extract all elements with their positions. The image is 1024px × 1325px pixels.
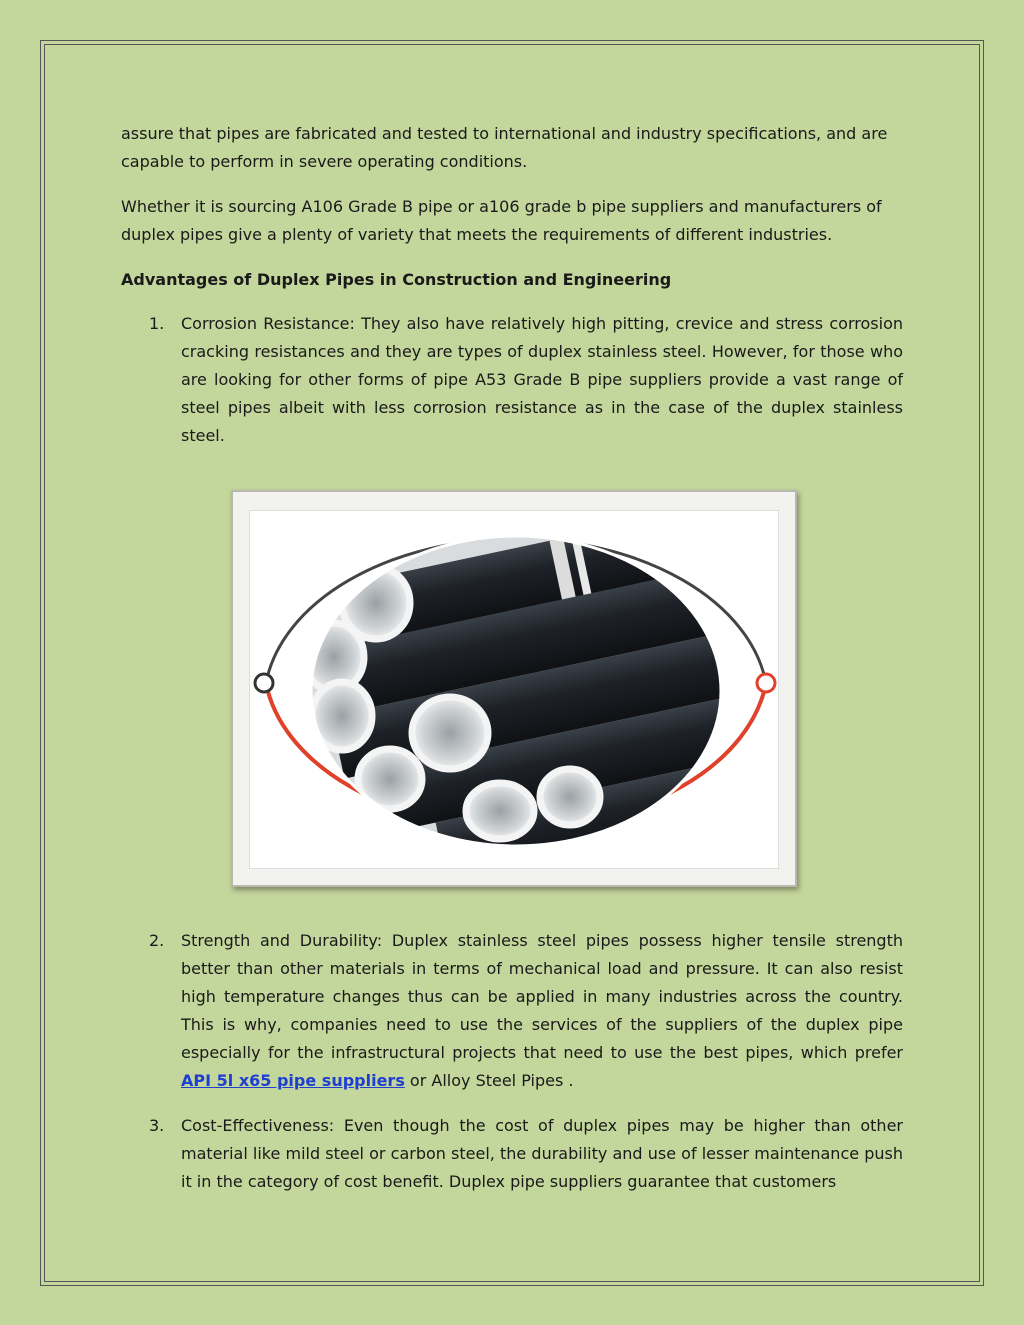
paragraph-2: Whether it is sourcing A106 Grade B pipe or a106 grade b pipe suppliers and manufacturers of duplex pipes give a plenty of variety that meets the requirements of different industries.	[121, 197, 882, 244]
list-item-text-after: or Alloy Steel Pipes .	[404, 1071, 574, 1090]
list-item-text: Cost-Effectiveness: Even though the cost of duplex pipes may be higher than other material like mild steel or carbon steel, the durability and use of lesser maintenance push it in the category of cost benefit. Duplex pipe suppliers guarantee that customers	[181, 1116, 903, 1191]
list-item-text: Corrosion Resistance: They also have relatively high pitting, crevice and stress corrosion cracking resistances and they are types of duplex stainless steel. However, for those who are looking for other forms of pipe A53 Grade B pipe suppliers provide a vast range of steel pipes albeit with less corrosion resistance as in the case of the duplex stainless steel.	[181, 314, 903, 445]
document-body	[121, 120, 903, 1213]
list-item-1	[121, 310, 903, 450]
list-item-2	[121, 927, 903, 1095]
pipes-photo	[249, 510, 779, 869]
pipes-photo-frame	[231, 490, 797, 887]
api-5l-x65-link[interactable]: API 5l x65 pipe suppliers	[181, 1071, 405, 1090]
list-number: 2.	[149, 931, 165, 950]
list-number: 1.	[149, 314, 165, 333]
list-item-3	[121, 1112, 903, 1196]
steel-pipes-image	[250, 511, 782, 870]
list-item-text-before: Strength and Durability: Duplex stainless steel pipes possess higher tensile strength better than other materials in terms of mechanical load and pressure. It can also resist high temperature changes thus can be applied in many industries across the country. This is why, companies need to use the services of the suppliers of the duplex pipe especially for the infrastructural projects that need to use the best pipes, which prefer	[181, 931, 903, 1062]
paragraph-1: assure that pipes are fabricated and tested to international and industry specifications, and are capable to perform in severe operating conditions.	[121, 124, 888, 171]
section-heading: Advantages of Duplex Pipes in Construction and Engineering	[121, 270, 672, 289]
list-number: 3.	[149, 1116, 165, 1135]
